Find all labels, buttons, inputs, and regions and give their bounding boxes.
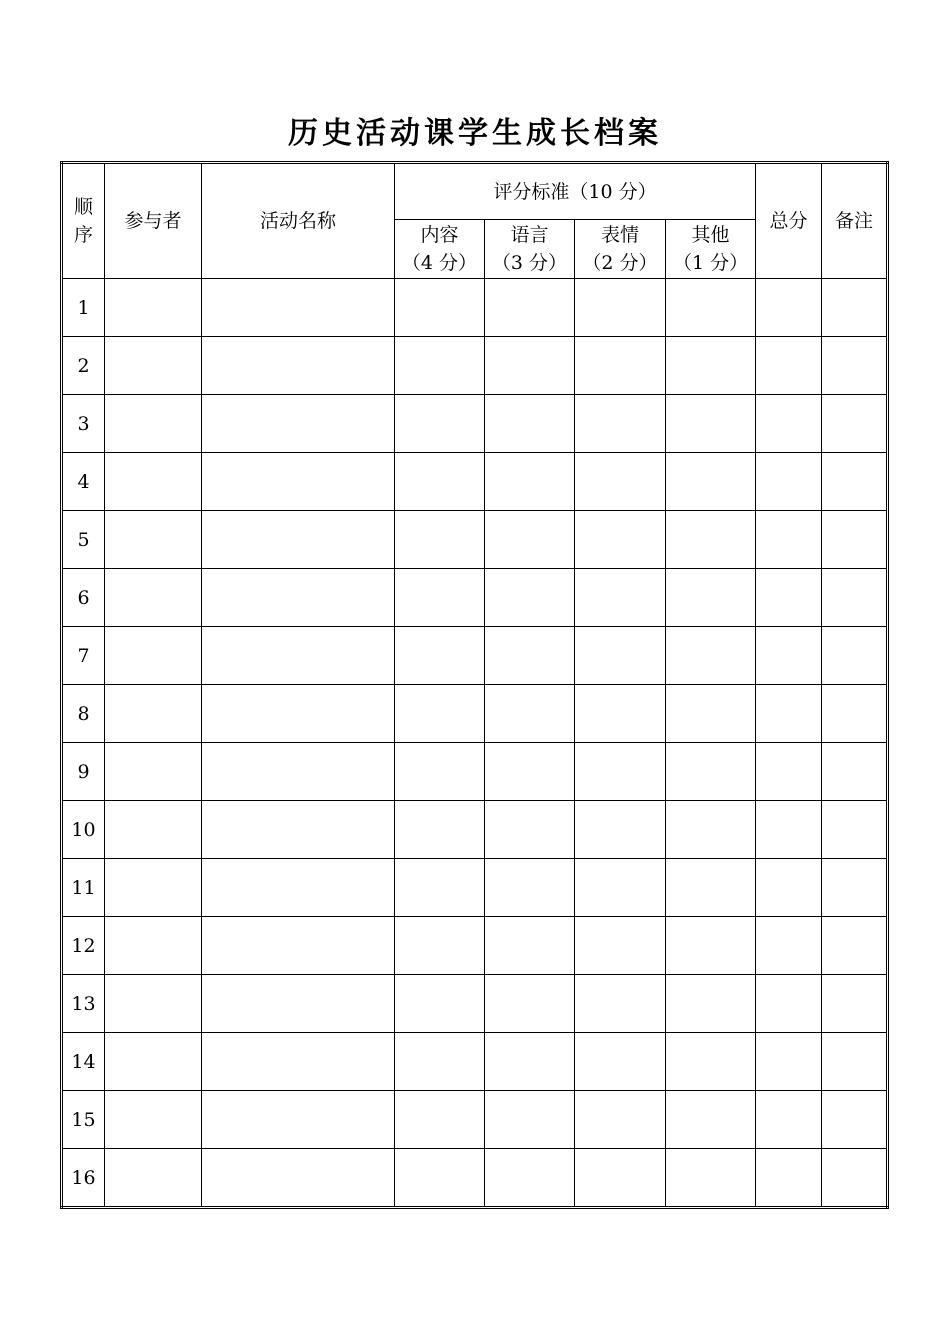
expression-score-cell[interactable] — [575, 511, 666, 569]
criteria-name: 内容 — [420, 224, 459, 246]
other-score-cell[interactable] — [666, 279, 756, 337]
row-number: 16 — [62, 1149, 105, 1208]
seq-header — [62, 163, 105, 279]
remarks-cell[interactable] — [822, 511, 888, 569]
activity-name-cell[interactable] — [202, 1091, 395, 1149]
row-number: 7 — [62, 627, 105, 685]
content-score-cell[interactable] — [395, 975, 485, 1033]
content-score-cell[interactable] — [395, 1033, 485, 1091]
expression-score-cell[interactable] — [575, 917, 666, 975]
criteria-points: （3 分） — [491, 252, 568, 274]
remarks-cell[interactable] — [822, 395, 888, 453]
activity-name-cell[interactable] — [202, 743, 395, 801]
other-score-cell[interactable] — [666, 569, 756, 627]
activity-name-cell[interactable] — [202, 511, 395, 569]
remarks-cell[interactable] — [822, 627, 888, 685]
row-number: 11 — [62, 859, 105, 917]
total-cell[interactable] — [756, 453, 822, 511]
remarks-cell[interactable] — [822, 569, 888, 627]
language-score-cell[interactable] — [485, 569, 575, 627]
criteria-points: （1 分） — [672, 252, 749, 274]
table-row — [62, 1033, 888, 1091]
participant-cell[interactable] — [105, 917, 202, 975]
row-number: 13 — [62, 975, 105, 1033]
total-cell[interactable] — [756, 917, 822, 975]
table-row — [62, 453, 888, 511]
content-score-cell[interactable] — [395, 1091, 485, 1149]
remarks-cell[interactable] — [822, 279, 888, 337]
table-row — [62, 1091, 888, 1149]
total-cell[interactable] — [756, 975, 822, 1033]
activity-name-cell[interactable] — [202, 859, 395, 917]
row-number: 8 — [62, 685, 105, 743]
page-title: 历史活动课学生成长档案 — [288, 116, 662, 151]
language-score-cell[interactable] — [485, 743, 575, 801]
other-score-cell[interactable] — [666, 337, 756, 395]
content-score-cell[interactable] — [395, 511, 485, 569]
other-score-cell[interactable] — [666, 685, 756, 743]
language-score-cell[interactable] — [485, 1149, 575, 1208]
criteria-group-header: 评分标准（10 分） — [395, 163, 756, 220]
activity-name-cell[interactable] — [202, 1149, 395, 1208]
criteria-other-header — [666, 220, 756, 279]
expression-score-cell[interactable] — [575, 975, 666, 1033]
other-score-cell[interactable] — [666, 511, 756, 569]
total-cell[interactable] — [756, 859, 822, 917]
criteria-name: 表情 — [600, 224, 639, 246]
remarks-cell[interactable] — [822, 1091, 888, 1149]
other-score-cell[interactable] — [666, 395, 756, 453]
table-row — [62, 511, 888, 569]
total-cell[interactable] — [756, 395, 822, 453]
expression-score-cell[interactable] — [575, 801, 666, 859]
activity-name-cell[interactable] — [202, 917, 395, 975]
participant-cell[interactable] — [105, 453, 202, 511]
participant-cell[interactable] — [105, 685, 202, 743]
header-row — [62, 163, 888, 220]
total-cell[interactable] — [756, 1091, 822, 1149]
expression-score-cell[interactable] — [575, 453, 666, 511]
row-number: 2 — [62, 337, 105, 395]
total-cell[interactable] — [756, 279, 822, 337]
remarks-cell[interactable] — [822, 453, 888, 511]
table-row — [62, 279, 888, 337]
content-score-cell[interactable] — [395, 685, 485, 743]
total-header: 总分 — [756, 163, 822, 279]
participant-cell[interactable] — [105, 569, 202, 627]
other-score-cell[interactable] — [666, 1091, 756, 1149]
row-number: 5 — [62, 511, 105, 569]
table-row — [62, 917, 888, 975]
seq-header-line2: 序 — [73, 224, 93, 246]
other-score-cell[interactable] — [666, 801, 756, 859]
expression-score-cell[interactable] — [575, 279, 666, 337]
participant-cell[interactable] — [105, 279, 202, 337]
language-score-cell[interactable] — [485, 917, 575, 975]
total-cell[interactable] — [756, 743, 822, 801]
participant-cell[interactable] — [105, 1149, 202, 1208]
remarks-cell[interactable] — [822, 801, 888, 859]
remarks-cell[interactable] — [822, 337, 888, 395]
other-score-cell[interactable] — [666, 743, 756, 801]
content-score-cell[interactable] — [395, 1149, 485, 1208]
expression-score-cell[interactable] — [575, 395, 666, 453]
activity-name-cell[interactable] — [202, 569, 395, 627]
content-score-cell[interactable] — [395, 337, 485, 395]
remarks-cell[interactable] — [822, 685, 888, 743]
expression-score-cell[interactable] — [575, 627, 666, 685]
language-score-cell[interactable] — [485, 859, 575, 917]
total-cell[interactable] — [756, 627, 822, 685]
content-score-cell[interactable] — [395, 569, 485, 627]
language-score-cell[interactable] — [485, 1091, 575, 1149]
content-score-cell[interactable] — [395, 743, 485, 801]
criteria-expression-header — [575, 220, 666, 279]
language-score-cell[interactable] — [485, 453, 575, 511]
other-score-cell[interactable] — [666, 975, 756, 1033]
participant-cell[interactable] — [105, 859, 202, 917]
content-score-cell[interactable] — [395, 453, 485, 511]
row-number: 6 — [62, 569, 105, 627]
remarks-cell[interactable] — [822, 859, 888, 917]
row-number: 9 — [62, 743, 105, 801]
table-row — [62, 975, 888, 1033]
total-cell[interactable] — [756, 685, 822, 743]
total-cell[interactable] — [756, 801, 822, 859]
table-row — [62, 743, 888, 801]
table-row — [62, 627, 888, 685]
participant-header: 参与者 — [105, 163, 202, 279]
remarks-cell[interactable] — [822, 917, 888, 975]
other-score-cell[interactable] — [666, 453, 756, 511]
growth-record-table — [60, 161, 889, 1209]
activity-name-cell[interactable] — [202, 395, 395, 453]
total-cell[interactable] — [756, 1033, 822, 1091]
row-number: 1 — [62, 279, 105, 337]
seq-header-line1: 顺 — [73, 196, 93, 218]
remarks-cell[interactable] — [822, 1149, 888, 1208]
criteria-points: （2 分） — [582, 252, 658, 274]
language-score-cell[interactable] — [485, 279, 575, 337]
criteria-name: 语言 — [510, 224, 549, 246]
language-score-cell[interactable] — [485, 801, 575, 859]
activity-name-cell[interactable] — [202, 453, 395, 511]
language-score-cell[interactable] — [485, 975, 575, 1033]
other-score-cell[interactable] — [666, 627, 756, 685]
participant-cell[interactable] — [105, 1033, 202, 1091]
remarks-header: 备注 — [822, 163, 888, 279]
content-score-cell[interactable] — [395, 627, 485, 685]
language-score-cell[interactable] — [485, 395, 575, 453]
expression-score-cell[interactable] — [575, 569, 666, 627]
table-row — [62, 859, 888, 917]
other-score-cell[interactable] — [666, 859, 756, 917]
language-score-cell[interactable] — [485, 627, 575, 685]
table-row — [62, 801, 888, 859]
activity-name-cell[interactable] — [202, 1033, 395, 1091]
row-number: 4 — [62, 453, 105, 511]
expression-score-cell[interactable] — [575, 337, 666, 395]
remarks-cell[interactable] — [822, 1033, 888, 1091]
other-score-cell[interactable] — [666, 1033, 756, 1091]
total-cell[interactable] — [756, 569, 822, 627]
row-number: 10 — [62, 801, 105, 859]
table-row — [62, 569, 888, 627]
activity-name-cell[interactable] — [202, 801, 395, 859]
content-score-cell[interactable] — [395, 279, 485, 337]
content-score-cell[interactable] — [395, 801, 485, 859]
expression-score-cell[interactable] — [575, 1149, 666, 1208]
participant-cell[interactable] — [105, 975, 202, 1033]
table-row — [62, 337, 888, 395]
expression-score-cell[interactable] — [575, 1033, 666, 1091]
language-score-cell[interactable] — [485, 511, 575, 569]
participant-cell[interactable] — [105, 801, 202, 859]
total-cell[interactable] — [756, 1149, 822, 1208]
criteria-points: （4 分） — [401, 252, 478, 274]
activity-name-cell[interactable] — [202, 337, 395, 395]
language-score-cell[interactable] — [485, 337, 575, 395]
criteria-content-header — [395, 220, 485, 279]
activity-name-header: 活动名称 — [202, 163, 395, 279]
remarks-cell[interactable] — [822, 743, 888, 801]
table-row — [62, 395, 888, 453]
activity-name-cell[interactable] — [202, 975, 395, 1033]
other-score-cell[interactable] — [666, 917, 756, 975]
remarks-cell[interactable] — [822, 975, 888, 1033]
participant-cell[interactable] — [105, 1091, 202, 1149]
participant-cell[interactable] — [105, 337, 202, 395]
expression-score-cell[interactable] — [575, 743, 666, 801]
table-row — [62, 685, 888, 743]
row-number: 14 — [62, 1033, 105, 1091]
total-cell[interactable] — [756, 337, 822, 395]
content-score-cell[interactable] — [395, 859, 485, 917]
content-score-cell[interactable] — [395, 395, 485, 453]
row-number: 12 — [62, 917, 105, 975]
participant-cell[interactable] — [105, 511, 202, 569]
expression-score-cell[interactable] — [575, 1091, 666, 1149]
criteria-language-header — [485, 220, 575, 279]
table-row — [62, 1149, 888, 1208]
row-number: 3 — [62, 395, 105, 453]
activity-name-cell[interactable] — [202, 627, 395, 685]
participant-cell[interactable] — [105, 743, 202, 801]
expression-score-cell[interactable] — [575, 685, 666, 743]
other-score-cell[interactable] — [666, 1149, 756, 1208]
participant-cell[interactable] — [105, 627, 202, 685]
language-score-cell[interactable] — [485, 685, 575, 743]
content-score-cell[interactable] — [395, 917, 485, 975]
expression-score-cell[interactable] — [575, 859, 666, 917]
total-cell[interactable] — [756, 511, 822, 569]
activity-name-cell[interactable] — [202, 685, 395, 743]
participant-cell[interactable] — [105, 395, 202, 453]
language-score-cell[interactable] — [485, 1033, 575, 1091]
activity-name-cell[interactable] — [202, 279, 395, 337]
row-number: 15 — [62, 1091, 105, 1149]
criteria-name: 其他 — [691, 224, 730, 246]
